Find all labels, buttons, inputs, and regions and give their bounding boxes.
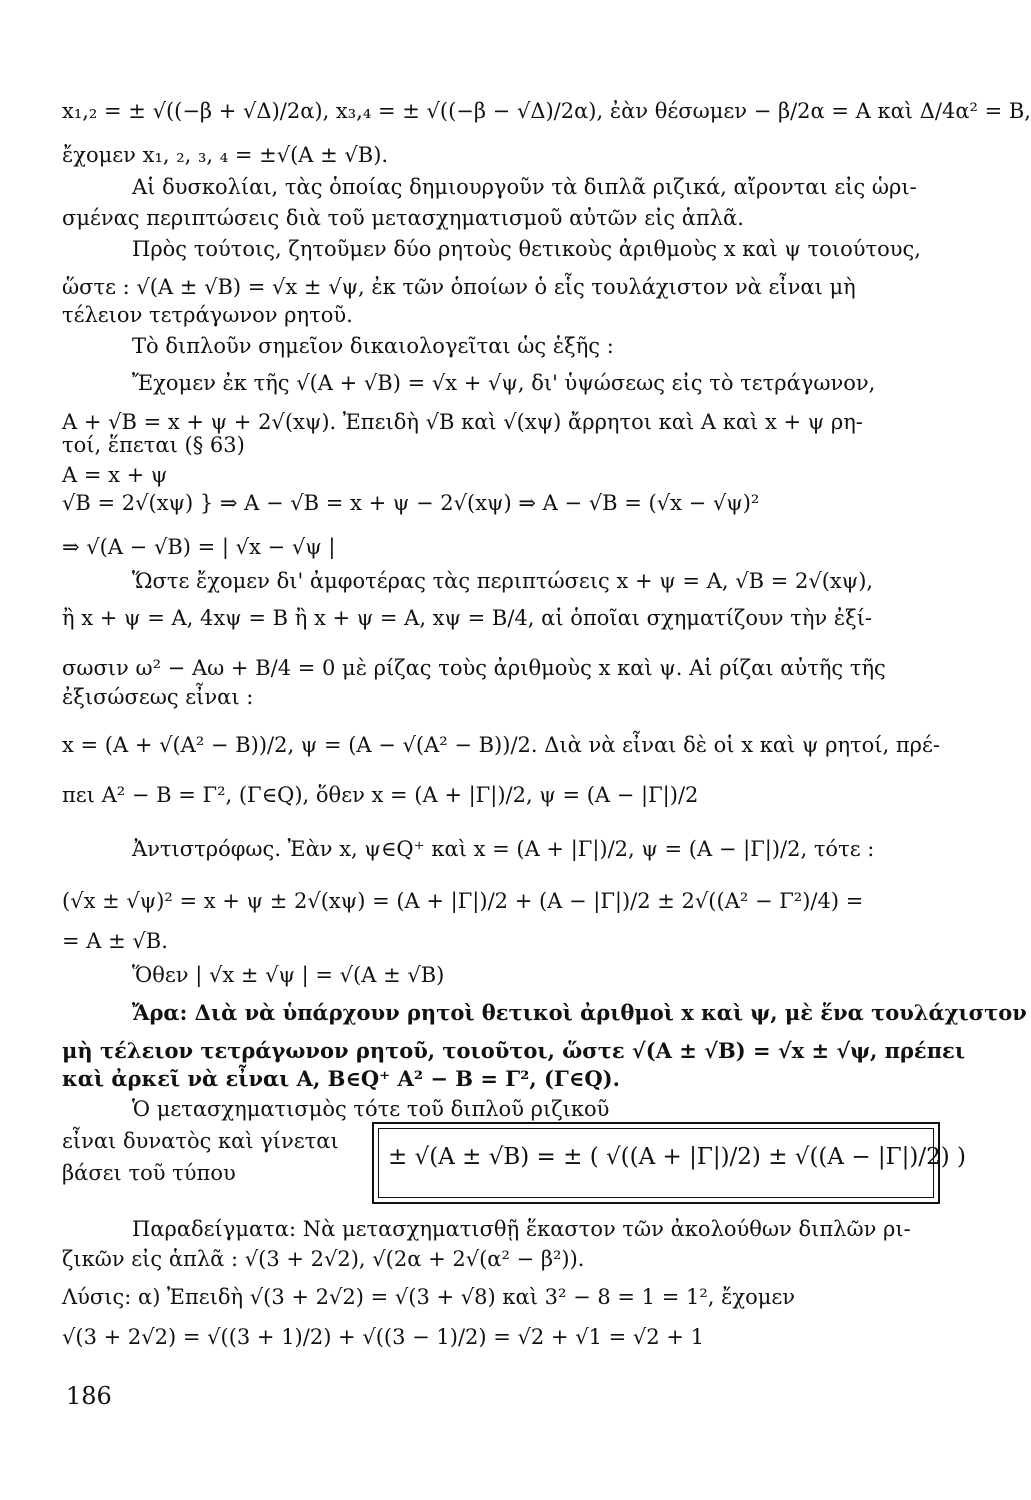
text-line: τέλειον τετράγωνον ρητοῦ. [62, 303, 353, 327]
text-line: καὶ ἀρκεῖ νὰ εἶναι A, B∈Q⁺ A² − B = Γ², (Γ∈Q). [62, 1066, 620, 1091]
text-line: ἐξισώσεως εἶναι : [62, 685, 254, 709]
text-line: Πρὸς τούτοις, ζητοῦμεν δύο ρητοὺς θετικοὺς ἀριθμοὺς x καὶ ψ τοιούτους, [132, 237, 921, 261]
text-line: ὥστε : √(A ± √B) = √x ± √ψ, ἐκ τῶν ὁποίων ὁ εἷς τουλάχιστον νὰ εἶναι μὴ [62, 275, 856, 299]
text-line: Αἱ δυσκολίαι, τὰς ὁποίας δημιουργοῦν τὰ διπλᾶ ριζικά, αἴρονται εἰς ὡρι- [132, 175, 917, 199]
text-line: ἔχομεν x₁, ₂, ₃, ₄ = ±√(A ± √B). [62, 143, 389, 167]
text-line: ἢ x + ψ = A, 4xψ = B ἢ x + ψ = A, xψ = B/4, αἱ ὁποῖαι σχηματίζουν τὴν ἐξί- [62, 606, 873, 630]
text-line: τοί, ἕπεται (§ 63) [62, 433, 245, 457]
text-line: σμένας περιπτώσεις διὰ τοῦ μετασχηματισμοῦ αὐτῶν εἰς ἁπλᾶ. [62, 206, 744, 230]
text-line: (√x ± √ψ)² = x + ψ ± 2√(xψ) = (A + |Γ|)/2 + (A − |Γ|)/2 ± 2√((A² − Γ²)/4) = [62, 889, 864, 913]
text-line: = A ± √B. [62, 929, 168, 953]
text-line: Ἔχομεν ἐκ τῆς √(A + √B) = √x + √ψ, δι' ὑψώσεως εἰς τὸ τετράγωνον, [132, 371, 876, 395]
text-line: √B = 2√(xψ) } ⇒ A − √B = x + ψ − 2√(xψ) ⇒ A − √B = (√x − √ψ)² [62, 491, 760, 515]
text-line: Ὥστε ἔχομεν δι' ἀμφοτέρας τὰς περιπτώσεις x + ψ = A, √B = 2√(xψ), [132, 569, 874, 593]
formula-text: ± √(A ± √B) = ± ( √((A + |Γ|)/2) ± √((A − |Γ|)/2) ) [388, 1144, 966, 1170]
text-line: x₁,₂ = ± √((−β + √Δ)/2α), x₃,₄ = ± √((−β − √Δ)/2α), ἐὰν θέσωμεν − β/2α = A καὶ Δ/4α² = B, [62, 99, 1031, 123]
text-line: μὴ τέλειον τετράγωνον ρητοῦ, τοιοῦτοι, ὥστε √(A ± √B) = √x ± √ψ, πρέπει [62, 1038, 965, 1063]
text-line: Ἀντιστρόφως. Ἐὰν x, ψ∈Q⁺ καὶ x = (A + |Γ|)/2, ψ = (A − |Γ|)/2, τότε : [132, 837, 875, 861]
text-line: Λύσις: α) Ἐπειδὴ √(3 + 2√2) = √(3 + √8) καὶ 3² − 8 = 1 = 1², ἔχομεν [62, 1285, 796, 1309]
text-line: x = (A + √(A² − B))/2, ψ = (A − √(A² − B))/2. Διὰ νὰ εἶναι δὲ οἱ x καὶ ψ ρητοί, πρέ- [62, 733, 940, 757]
text-line: Ὁ μετασχηματισμὸς τότε τοῦ διπλοῦ ριζικοῦ [132, 1097, 610, 1121]
page-number: 186 [66, 1382, 112, 1410]
text-line: σωσιν ω² − Aω + B/4 = 0 μὲ ρίζας τοὺς ἀριθμοὺς x καὶ ψ. Αἱ ρίζαι αὐτῆς τῆς [62, 656, 886, 680]
text-line: πει A² − B = Γ², (Γ∈Q), ὅθεν x = (A + |Γ|)/2, ψ = (A − |Γ|)/2 [62, 783, 699, 807]
text-line: Τὸ διπλοῦν σημεῖον δικαιολογεῖται ὡς ἑξῆς : [132, 334, 614, 358]
text-line: ⇒ √(A − √B) = | √x − √ψ | [62, 535, 336, 559]
text-line: ζικῶν εἰς ἁπλᾶ : √(3 + 2√2), √(2α + 2√(α² − β²)). [62, 1247, 585, 1271]
text-line: Παραδείγματα: Νὰ μετασχηματισθῇ ἕκαστον τῶν ἀκολούθων διπλῶν ρι- [132, 1217, 911, 1241]
text-line: A + √B = x + ψ + 2√(xψ). Ἐπειδὴ √B καὶ √(xψ) ἄρρητοι καὶ A καὶ x + ψ ρη- [62, 410, 863, 434]
text-line: Ὅθεν | √x ± √ψ | = √(A ± √B) [132, 963, 445, 987]
formula-box [372, 1122, 966, 1204]
text-line: βάσει τοῦ τύπου [62, 1161, 236, 1185]
text-line: εἶναι δυνατὸς καὶ γίνεται [62, 1129, 339, 1153]
text-line: √(3 + 2√2) = √((3 + 1)/2) + √((3 − 1)/2) = √2 + √1 = √2 + 1 [62, 1325, 704, 1349]
text-line: Ἄρα: Διὰ νὰ ὑπάρχουν ρητοὶ θετικοὶ ἀριθμοὶ x καὶ ψ, μὲ ἕνα τουλάχιστον [132, 1000, 1027, 1025]
text-line: A = x + ψ [62, 463, 168, 487]
